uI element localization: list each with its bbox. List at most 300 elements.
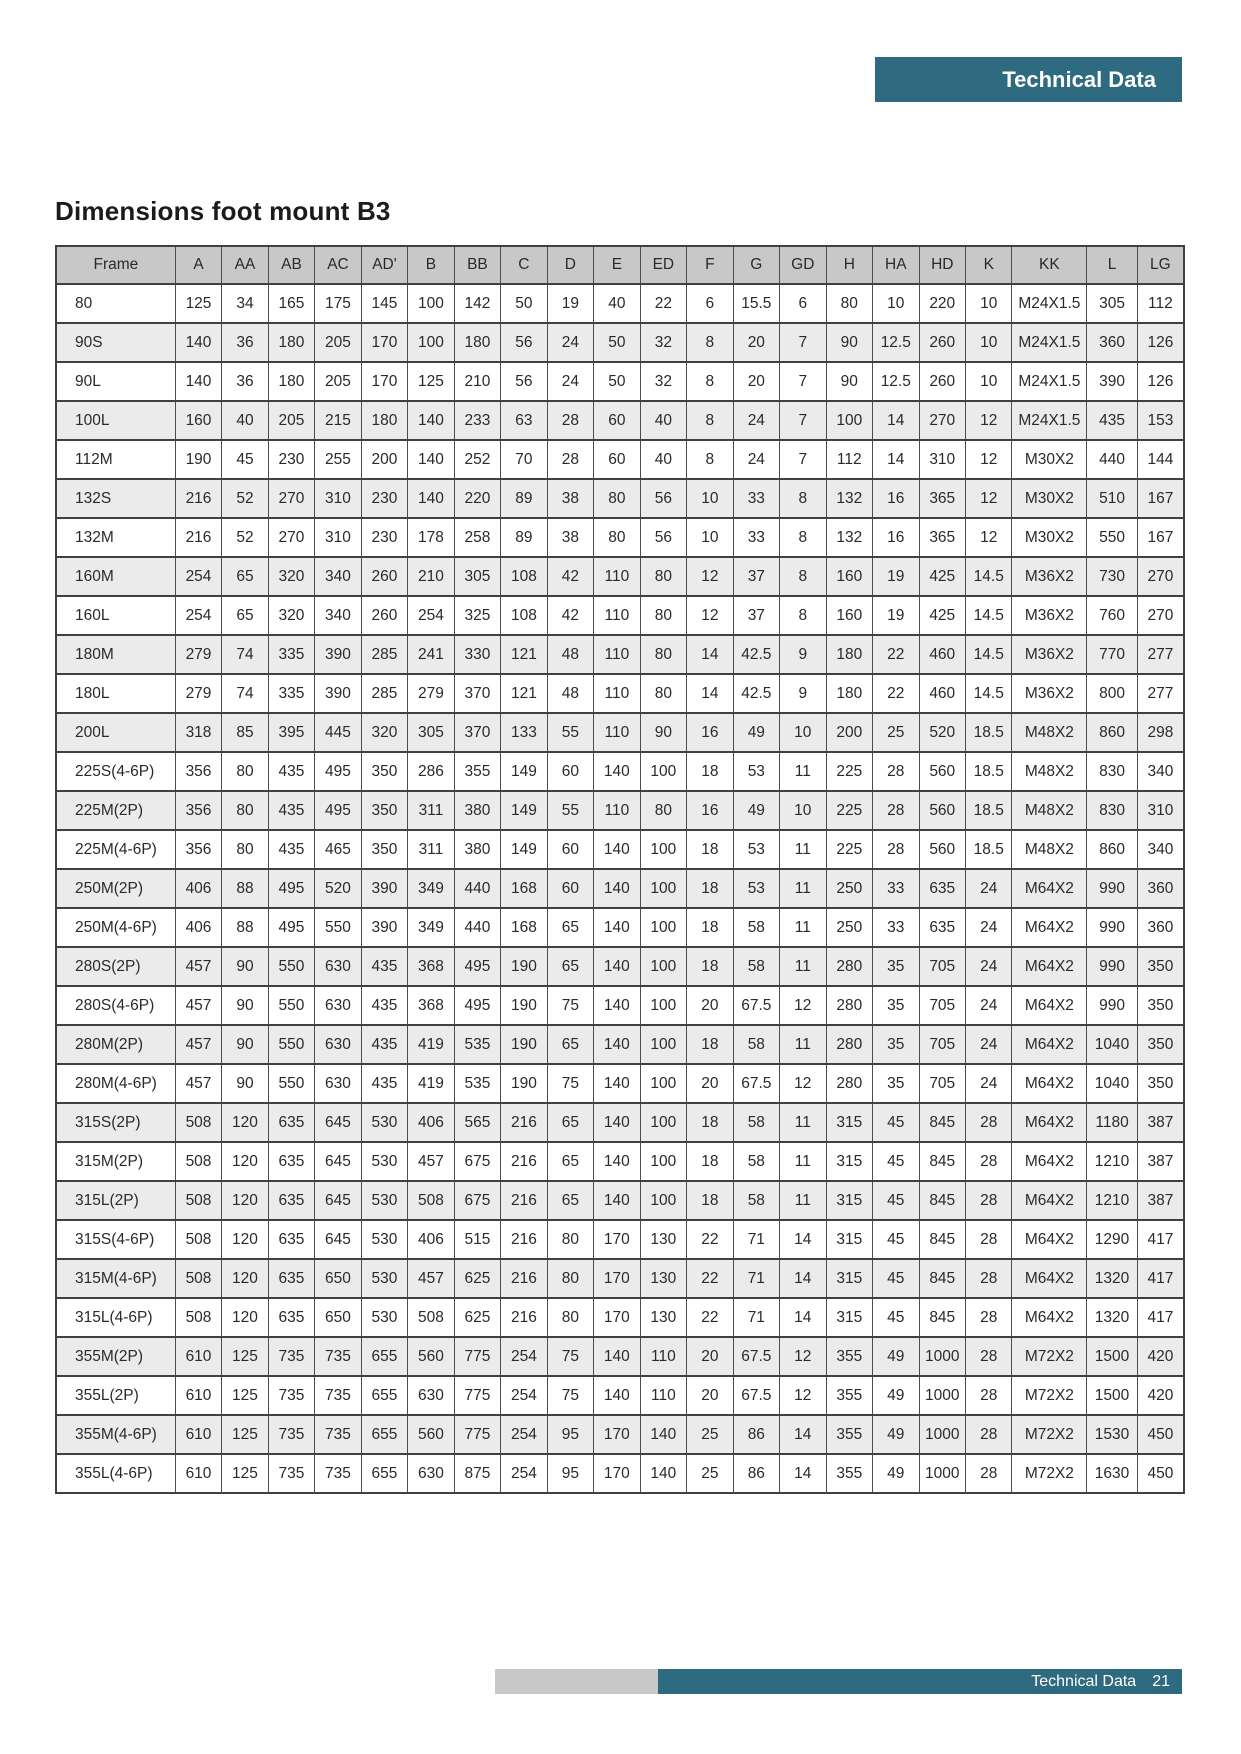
table-row <box>56 1415 1184 1454</box>
table-cell: 80 <box>640 557 686 596</box>
column-header: B <box>408 246 454 284</box>
page-title: Dimensions foot mount B3 <box>55 196 391 226</box>
table-cell: 180 <box>361 401 407 440</box>
table-cell: 12.5 <box>873 362 919 401</box>
table-cell: 100 <box>640 1025 686 1064</box>
table-cell: 14 <box>780 1415 826 1454</box>
table-cell: M64X2 <box>1012 1259 1087 1298</box>
frame-cell: 250M(4-6P) <box>56 908 175 947</box>
table-cell: 33 <box>733 518 779 557</box>
table-row <box>56 1376 1184 1415</box>
table-cell: 18 <box>687 869 733 908</box>
table-cell: 215 <box>315 401 361 440</box>
table-cell: 435 <box>361 1025 407 1064</box>
table-cell: 1180 <box>1087 1103 1138 1142</box>
table-cell: 285 <box>361 635 407 674</box>
frame-cell: 225M(2P) <box>56 791 175 830</box>
table-cell: 252 <box>454 440 500 479</box>
table-cell: 510 <box>1087 479 1138 518</box>
table-cell: 1320 <box>1087 1259 1138 1298</box>
table-cell: 225 <box>826 752 872 791</box>
table-cell: 320 <box>268 557 314 596</box>
table-cell: 100 <box>408 323 454 362</box>
frame-cell: 132M <box>56 518 175 557</box>
table-cell: 311 <box>408 791 454 830</box>
table-row <box>56 713 1184 752</box>
table-cell: 11 <box>780 947 826 986</box>
table-cell: 18.5 <box>966 791 1012 830</box>
table-cell: M30X2 <box>1012 440 1087 479</box>
footer-gray-bar <box>495 1669 658 1694</box>
table-cell: 560 <box>408 1415 454 1454</box>
table-cell: 610 <box>175 1337 221 1376</box>
table-cell: 24 <box>966 869 1012 908</box>
table-cell: 435 <box>361 986 407 1025</box>
table-cell: 49 <box>733 791 779 830</box>
table-cell: 254 <box>501 1337 547 1376</box>
table-cell: 80 <box>547 1259 593 1298</box>
table-cell: 8 <box>780 557 826 596</box>
table-cell: 298 <box>1137 713 1184 752</box>
table-cell: 990 <box>1087 908 1138 947</box>
table-cell: 270 <box>919 401 965 440</box>
frame-cell: 100L <box>56 401 175 440</box>
table-cell: 165 <box>268 284 314 323</box>
table-cell: M64X2 <box>1012 1142 1087 1181</box>
table-cell: 830 <box>1087 791 1138 830</box>
table-cell: 190 <box>501 1064 547 1103</box>
table-cell: M48X2 <box>1012 752 1087 791</box>
table-cell: 28 <box>966 1220 1012 1259</box>
table-row <box>56 1259 1184 1298</box>
table-cell: 7 <box>780 440 826 479</box>
table-cell: 860 <box>1087 830 1138 869</box>
table-cell: 180 <box>826 635 872 674</box>
table-cell: 625 <box>454 1259 500 1298</box>
frame-cell: 315M(4-6P) <box>56 1259 175 1298</box>
table-cell: 495 <box>268 908 314 947</box>
frame-cell: 90S <box>56 323 175 362</box>
table-cell: 170 <box>594 1220 640 1259</box>
table-cell: 88 <box>222 869 268 908</box>
table-cell: 80 <box>547 1220 593 1259</box>
table-cell: 100 <box>640 830 686 869</box>
table-cell: 100 <box>640 1142 686 1181</box>
table-cell: 8 <box>687 401 733 440</box>
table-cell: 20 <box>687 1064 733 1103</box>
table-cell: 260 <box>361 557 407 596</box>
table-cell: 320 <box>268 596 314 635</box>
table-cell: 655 <box>361 1376 407 1415</box>
table-cell: 645 <box>315 1142 361 1181</box>
table-cell: 18 <box>687 752 733 791</box>
table-cell: 356 <box>175 791 221 830</box>
table-cell: 130 <box>640 1298 686 1337</box>
table-cell: 560 <box>919 752 965 791</box>
table-cell: 190 <box>501 1025 547 1064</box>
table-cell: 390 <box>361 908 407 947</box>
table-cell: 140 <box>408 440 454 479</box>
frame-cell: 90L <box>56 362 175 401</box>
table-cell: 6 <box>687 284 733 323</box>
table-cell: 360 <box>1137 869 1184 908</box>
table-cell: 7 <box>780 323 826 362</box>
column-header: AC <box>315 246 361 284</box>
table-cell: 50 <box>501 284 547 323</box>
table-cell: 10 <box>687 479 733 518</box>
table-cell: 18 <box>687 1025 733 1064</box>
table-cell: 340 <box>315 596 361 635</box>
table-cell: 170 <box>594 1298 640 1337</box>
table-cell: 356 <box>175 752 221 791</box>
column-header: AD' <box>361 246 407 284</box>
table-cell: 9 <box>780 674 826 713</box>
table-cell: 25 <box>873 713 919 752</box>
table-cell: M72X2 <box>1012 1415 1087 1454</box>
table-cell: 450 <box>1137 1415 1184 1454</box>
table-cell: 18.5 <box>966 752 1012 791</box>
table-cell: 190 <box>175 440 221 479</box>
table-cell: 1000 <box>919 1337 965 1376</box>
table-cell: 12 <box>966 440 1012 479</box>
table-cell: 425 <box>919 557 965 596</box>
column-header: H <box>826 246 872 284</box>
table-cell: 100 <box>640 869 686 908</box>
table-cell: M36X2 <box>1012 596 1087 635</box>
table-cell: 305 <box>408 713 454 752</box>
table-cell: M30X2 <box>1012 479 1087 518</box>
table-cell: 14 <box>780 1259 826 1298</box>
table-cell: 530 <box>361 1142 407 1181</box>
table-cell: 24 <box>966 947 1012 986</box>
table-cell: 735 <box>268 1337 314 1376</box>
footer-teal-bar <box>658 1669 1182 1694</box>
table-cell: 180 <box>268 323 314 362</box>
table-row <box>56 401 1184 440</box>
table-cell: 16 <box>873 479 919 518</box>
table-cell: 28 <box>966 1376 1012 1415</box>
table-row <box>56 1064 1184 1103</box>
table-cell: 74 <box>222 674 268 713</box>
table-cell: M64X2 <box>1012 986 1087 1025</box>
table-cell: 655 <box>361 1337 407 1376</box>
table-cell: 24 <box>966 908 1012 947</box>
table-cell: 318 <box>175 713 221 752</box>
table-cell: 1500 <box>1087 1376 1138 1415</box>
table-cell: 28 <box>873 830 919 869</box>
table-cell: 140 <box>594 986 640 1025</box>
table-cell: 508 <box>408 1298 454 1337</box>
table-cell: 140 <box>640 1415 686 1454</box>
table-cell: 125 <box>222 1415 268 1454</box>
table-cell: 11 <box>780 1025 826 1064</box>
frame-cell: 180M <box>56 635 175 674</box>
table-cell: 108 <box>501 557 547 596</box>
table-cell: 65 <box>547 1142 593 1181</box>
table-header <box>56 246 1184 284</box>
table-cell: 11 <box>780 1103 826 1142</box>
table-cell: 36 <box>222 362 268 401</box>
table-cell: 42.5 <box>733 674 779 713</box>
table-row <box>56 1337 1184 1376</box>
table-cell: 335 <box>268 635 314 674</box>
table-cell: 845 <box>919 1298 965 1337</box>
column-header: KK <box>1012 246 1087 284</box>
table-cell: 365 <box>919 479 965 518</box>
table-cell: 90 <box>640 713 686 752</box>
table-cell: 45 <box>222 440 268 479</box>
table-cell: 216 <box>501 1181 547 1220</box>
table-cell: 140 <box>408 479 454 518</box>
table-cell: 560 <box>919 830 965 869</box>
table-cell: 860 <box>1087 713 1138 752</box>
table-cell: 18 <box>687 1103 733 1142</box>
frame-cell: 315L(2P) <box>56 1181 175 1220</box>
table-cell: 14 <box>873 401 919 440</box>
table-cell: 18 <box>687 908 733 947</box>
table-cell: 330 <box>454 635 500 674</box>
table-cell: 42 <box>547 557 593 596</box>
table-cell: 126 <box>1137 362 1184 401</box>
table-cell: 28 <box>966 1259 1012 1298</box>
table-cell: 160 <box>826 557 872 596</box>
table-cell: 1210 <box>1087 1142 1138 1181</box>
table-cell: 35 <box>873 947 919 986</box>
table-cell: 90 <box>222 1025 268 1064</box>
table-cell: 225 <box>826 830 872 869</box>
frame-cell: 160L <box>56 596 175 635</box>
table-cell: 33 <box>733 479 779 518</box>
table-cell: 450 <box>1137 1454 1184 1493</box>
table-cell: 735 <box>268 1454 314 1493</box>
table-cell: 254 <box>408 596 454 635</box>
table-cell: 216 <box>501 1103 547 1142</box>
table-cell: M24X1.5 <box>1012 284 1087 323</box>
table-cell: 24 <box>733 401 779 440</box>
table-cell: 508 <box>175 1220 221 1259</box>
table-cell: 535 <box>454 1025 500 1064</box>
table-cell: 20 <box>733 323 779 362</box>
table-cell: M64X2 <box>1012 947 1087 986</box>
table-cell: 149 <box>501 752 547 791</box>
frame-cell: 225S(4-6P) <box>56 752 175 791</box>
table-cell: 8 <box>687 440 733 479</box>
table-cell: 167 <box>1137 479 1184 518</box>
table-cell: 285 <box>361 674 407 713</box>
table-cell: 255 <box>315 440 361 479</box>
frame-cell: 355L(2P) <box>56 1376 175 1415</box>
column-header: ED <box>640 246 686 284</box>
table-cell: 60 <box>594 440 640 479</box>
table-cell: 180 <box>454 323 500 362</box>
table-cell: 180 <box>826 674 872 713</box>
table-cell: 705 <box>919 1025 965 1064</box>
table-cell: 90 <box>826 362 872 401</box>
table-cell: 530 <box>361 1259 407 1298</box>
table-cell: 112 <box>826 440 872 479</box>
table-cell: M64X2 <box>1012 908 1087 947</box>
table-cell: M64X2 <box>1012 1181 1087 1220</box>
table-cell: 28 <box>966 1298 1012 1337</box>
table-cell: 495 <box>454 947 500 986</box>
table-cell: 16 <box>687 713 733 752</box>
table-cell: 1210 <box>1087 1181 1138 1220</box>
table-cell: 216 <box>175 518 221 557</box>
table-row <box>56 947 1184 986</box>
table-cell: 86 <box>733 1415 779 1454</box>
table-cell: 210 <box>408 557 454 596</box>
table-cell: 45 <box>873 1259 919 1298</box>
table-cell: 80 <box>594 479 640 518</box>
table-row <box>56 1181 1184 1220</box>
table-cell: 10 <box>780 791 826 830</box>
table-cell: 630 <box>315 1064 361 1103</box>
table-cell: 230 <box>361 518 407 557</box>
table-cell: 60 <box>594 401 640 440</box>
table-cell: 25 <box>687 1415 733 1454</box>
table-cell: 260 <box>919 362 965 401</box>
table-cell: 58 <box>733 1142 779 1181</box>
table-cell: 735 <box>315 1454 361 1493</box>
table-cell: 80 <box>222 752 268 791</box>
table-cell: 14 <box>687 635 733 674</box>
table-cell: 56 <box>501 323 547 362</box>
table-cell: 45 <box>873 1298 919 1337</box>
table-cell: 95 <box>547 1415 593 1454</box>
table-cell: 100 <box>640 1181 686 1220</box>
table-cell: 74 <box>222 635 268 674</box>
table-cell: 167 <box>1137 518 1184 557</box>
table-cell: 140 <box>175 362 221 401</box>
table-cell: 133 <box>501 713 547 752</box>
table-cell: 360 <box>1087 323 1138 362</box>
table-cell: 100 <box>640 947 686 986</box>
table-cell: 110 <box>594 596 640 635</box>
table-cell: 530 <box>361 1298 407 1337</box>
table-cell: 8 <box>780 479 826 518</box>
table-cell: 40 <box>640 401 686 440</box>
table-row <box>56 830 1184 869</box>
header-banner <box>875 57 1182 102</box>
footer-label: Technical Data <box>1031 1673 1137 1690</box>
table-cell: 530 <box>361 1220 407 1259</box>
table-cell: 14 <box>780 1298 826 1337</box>
table-cell: 508 <box>175 1103 221 1142</box>
table-cell: 130 <box>640 1259 686 1298</box>
table-cell: 8 <box>687 323 733 362</box>
table-cell: 845 <box>919 1103 965 1142</box>
table-cell: 58 <box>733 908 779 947</box>
table-cell: 645 <box>315 1181 361 1220</box>
table-cell: 12 <box>780 1064 826 1103</box>
table-cell: 495 <box>315 791 361 830</box>
table-cell: 495 <box>454 986 500 1025</box>
table-cell: 515 <box>454 1220 500 1259</box>
table-cell: 270 <box>268 518 314 557</box>
table-cell: M24X1.5 <box>1012 362 1087 401</box>
table-cell: 508 <box>408 1181 454 1220</box>
table-cell: 180 <box>268 362 314 401</box>
table-cell: 775 <box>454 1337 500 1376</box>
table-cell: 60 <box>547 830 593 869</box>
table-cell: 28 <box>966 1103 1012 1142</box>
table-cell: 140 <box>594 752 640 791</box>
table-cell: 19 <box>873 557 919 596</box>
table-cell: 280 <box>826 947 872 986</box>
table-cell: 71 <box>733 1259 779 1298</box>
table-cell: 406 <box>175 908 221 947</box>
table-cell: 254 <box>501 1376 547 1415</box>
table-cell: 56 <box>501 362 547 401</box>
column-header: A <box>175 246 221 284</box>
table-cell: M64X2 <box>1012 1298 1087 1337</box>
table-cell: 89 <box>501 479 547 518</box>
footer-page-number: 21 <box>1152 1673 1170 1690</box>
table-cell: 90 <box>222 986 268 1025</box>
table-cell: 435 <box>268 791 314 830</box>
table-cell: 435 <box>1087 401 1138 440</box>
table-cell: 417 <box>1137 1259 1184 1298</box>
table-cell: 1530 <box>1087 1415 1138 1454</box>
table-cell: 153 <box>1137 401 1184 440</box>
table-cell: 730 <box>1087 557 1138 596</box>
table-cell: 845 <box>919 1220 965 1259</box>
table-cell: 1040 <box>1087 1025 1138 1064</box>
table-row <box>56 908 1184 947</box>
table-cell: 460 <box>919 635 965 674</box>
table-row <box>56 1298 1184 1337</box>
column-header: AA <box>222 246 268 284</box>
table-cell: 168 <box>501 869 547 908</box>
table-cell: 254 <box>175 557 221 596</box>
table-cell: 11 <box>780 752 826 791</box>
table-cell: 175 <box>315 284 361 323</box>
table-cell: 280 <box>826 1025 872 1064</box>
table-cell: 550 <box>268 947 314 986</box>
table-cell: 205 <box>315 362 361 401</box>
table-cell: 11 <box>780 869 826 908</box>
table-cell: 32 <box>640 323 686 362</box>
table-cell: 387 <box>1137 1103 1184 1142</box>
table-cell: 380 <box>454 791 500 830</box>
table-cell: 508 <box>175 1142 221 1181</box>
footer <box>0 1669 1241 1694</box>
table-cell: M72X2 <box>1012 1337 1087 1376</box>
table-cell: 435 <box>361 947 407 986</box>
table-cell: 279 <box>175 635 221 674</box>
table-cell: 550 <box>268 1025 314 1064</box>
table-cell: 22 <box>687 1298 733 1337</box>
table-cell: 310 <box>315 518 361 557</box>
table-cell: 75 <box>547 986 593 1025</box>
table-cell: 75 <box>547 1376 593 1415</box>
table-cell: M24X1.5 <box>1012 401 1087 440</box>
table-cell: 37 <box>733 557 779 596</box>
table-cell: 65 <box>222 596 268 635</box>
column-header: K <box>966 246 1012 284</box>
table-cell: 675 <box>454 1142 500 1181</box>
table-cell: 735 <box>315 1376 361 1415</box>
frame-cell: 225M(4-6P) <box>56 830 175 869</box>
table-cell: 42 <box>547 596 593 635</box>
table-cell: 356 <box>175 830 221 869</box>
table-cell: 419 <box>408 1064 454 1103</box>
table-cell: 28 <box>966 1415 1012 1454</box>
table-cell: 457 <box>175 1064 221 1103</box>
table-cell: 48 <box>547 674 593 713</box>
table-cell: 170 <box>361 362 407 401</box>
table-cell: 16 <box>687 791 733 830</box>
